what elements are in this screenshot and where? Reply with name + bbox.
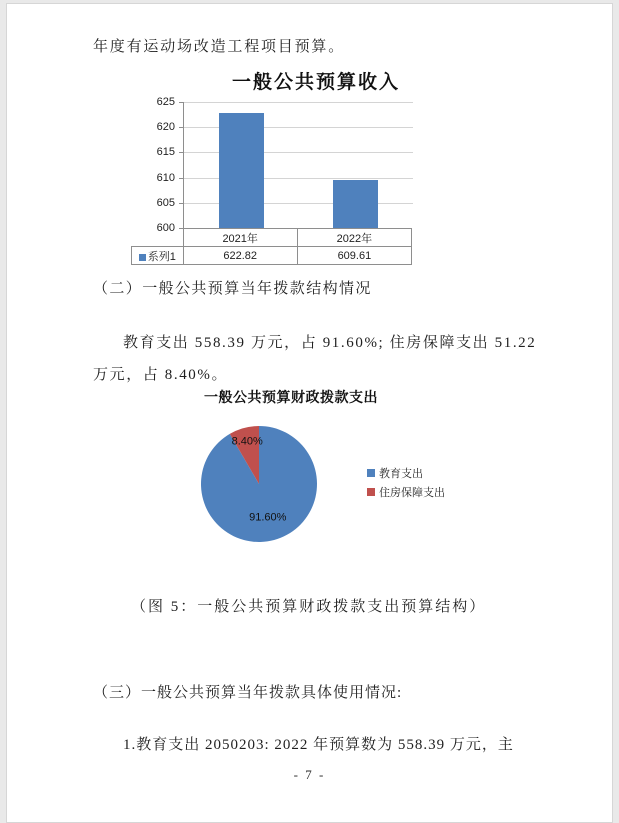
legend-label: 教育支出 (379, 467, 423, 480)
series-swatch-icon (139, 254, 146, 261)
section2-heading: （二）一般公共预算当年拨款结构情况 (93, 281, 372, 297)
section3-heading: （三）一般公共预算当年拨款具体使用情况: (93, 685, 403, 701)
bar-chart-body (131, 96, 412, 265)
pie-legend (367, 463, 445, 501)
legend-item (367, 482, 445, 501)
legend-label: 住房保障支出 (379, 486, 445, 499)
section3-body-line1: 1.教育支出 2050203: 2022 年预算数为 558.39 万元，主 (123, 737, 514, 753)
bar-chart-title: 一般公共预算收入 (231, 72, 400, 93)
legend-item (367, 463, 445, 482)
section2-body-line2: 万元，占 8.40%。 (93, 367, 229, 383)
category-header-cell: 2021年 (183, 229, 297, 247)
bar-2021年 (219, 113, 264, 228)
series-legend-cell: 系列1 (132, 247, 184, 265)
category-header-cell: 2022年 (297, 229, 411, 247)
y-tick-label: 625 (156, 96, 175, 108)
pie-svg (200, 425, 318, 543)
legend-swatch-icon (367, 469, 375, 477)
y-tick-label: 615 (156, 146, 175, 158)
legend-swatch-icon (367, 488, 375, 496)
intro-paragraph: 年度有运动场改造工程项目预算。 (93, 39, 346, 55)
bar-chart (131, 67, 501, 265)
series-value-cell: 609.61 (297, 247, 411, 265)
bar-chart-y-axis (131, 96, 183, 234)
figure-caption: （图 5：一般公共预算财政拨款支出预算结构） (131, 599, 487, 615)
gridline (184, 102, 413, 103)
y-tick-label: 600 (156, 222, 175, 234)
page-number: - 7 - (293, 767, 326, 782)
pie-chart-title: 一般公共预算财政拨款支出 (204, 389, 378, 405)
pie-data-label: 8.40% (231, 435, 263, 448)
y-tick-label: 610 (156, 172, 175, 184)
bar-2022年 (333, 180, 378, 228)
y-tick-label: 620 (156, 121, 175, 133)
bar-chart-data-table (131, 228, 412, 265)
table-corner-cell (132, 229, 184, 247)
bar-chart-plot (183, 102, 413, 228)
y-tick-label: 605 (156, 197, 175, 209)
document-page (6, 3, 613, 823)
pie-data-label: 91.60% (249, 511, 287, 524)
section2-body-line1: 教育支出 558.39 万元，占 91.60%; 住房保障支出 51.22 (123, 335, 537, 351)
series-value-cell: 622.82 (183, 247, 297, 265)
